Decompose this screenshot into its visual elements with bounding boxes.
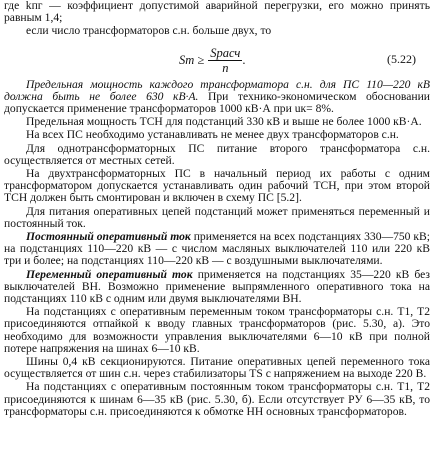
paragraph-two-transformer-ps: На двухтрансформаторных ПС в начальный период их работы с одним трансформатором допускается устанавливать один рабочий ТСН, при этом второй ТСН должен быть смонтирован и включен в схему ПС [5.2]. [4,167,430,205]
paragraph-ac-operating-current [4,269,430,306]
paragraph-ac-rest: применяется на подстанциях 35—220 кВ без выключателей ВН. Возможно применение выпрямленного оперативного тока на подстанциях 110 кВ с одним или двумя выключателями ВН. [4,267,431,306]
formula-5-22 [4,39,430,79]
paragraph-max-power-330: Предельная мощность ТСН для подстанций 330 кВ и выше не более 1000 кВ·А. [26,115,422,129]
paragraph-single-transformer-ps: Для однотрансформаторных ПС питание второго трансформатора с.н. осуществляется от местных сетей. [4,141,430,167]
paragraph-04kv-buses: Шины 0,4 кВ секционируются. Питание оперативных цепей переменного тока осуществляется от шин с.н. через стабилизаторы TS с напряжением на выходе 220 В. [4,355,430,381]
paragraph-dc-operating-current [4,231,430,268]
formula-expression [179,47,246,74]
paragraph-ac-substations: На подстанциях с оперативным переменным током трансформаторы с.н. T1, T2 присоединяются отпайкой к вводу главных трансформаторов (рис. 5.30, а). Это необходимо для возможности управления выключателями 6—10 кВ при полной потере напряжения на шинах 6—10 кВ. [4,305,430,355]
formula-tail: . [242,53,246,68]
formula-lhs: Sт ≥ [179,53,205,68]
paragraph-operating-circuits: Для питания оперативных цепей подстанций может применяться переменный и постоянный ток. [4,204,430,230]
emphasis-max-power: Предельная мощность каждого трансформатора с.н. для ПС 110—220 кВ должна быть не более 630 кВ·А. [4,77,430,103]
paragraph-kpg-definition: где kпг — коэффициент допустимой аварийной перегрузки, его можно принять равным 1,4; [4,0,430,25]
paragraph-more-than-two: если число трансформаторов с.н. больше двух, то [26,24,272,38]
formula-number: (5.22) [387,51,416,66]
paragraph-max-power-110-220 [4,79,430,116]
formula-fraction [208,47,242,74]
paragraph-min-two-transformers: На всех ПС необходимо устанавливать не менее двух трансформаторов с.н. [26,128,399,142]
formula-denominator: n [222,60,229,75]
formula-numerator: Sрасч [210,45,241,60]
paragraph-max-power-rest: При технико-экономическом обосновании допускается применение трансформаторов 1000 кВ·А при uк= 8%. [4,89,430,116]
paragraph-dc-rest: применяется на всех подстанциях 330—750 кВ; на подстанциях 110—220 кВ — с числом масляных выключателей 110 или 220 кВ три и более; на подстанциях 110—220 кВ — с воздушными выключателями. [4,230,430,268]
emphasis-ac-current: Переменный оперативный ток [26,267,193,281]
emphasis-dc-current: Постоянный оперативный ток [26,230,191,244]
paragraph-dc-substations: На подстанциях с оперативным постоянным током трансформаторы с.н. T1, T2 присоединяются к шинам 6—35 кВ (рис. 5.30, б). Если отсутствует РУ 6—35 кВ, то трансформаторы с.н. присоединяются к обмотке НН основных трансформаторов. [4,380,430,418]
